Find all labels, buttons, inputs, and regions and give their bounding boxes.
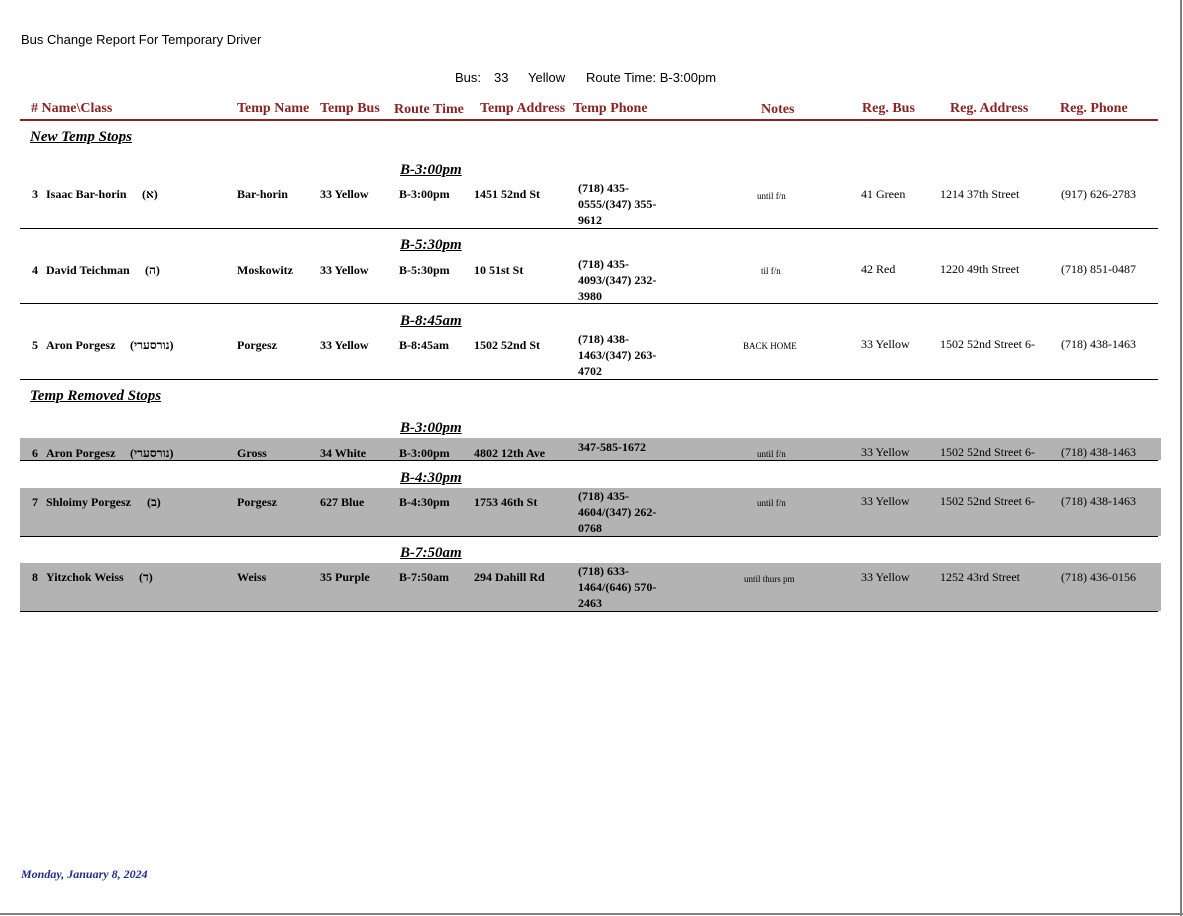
column-header-temp-bus: Temp Bus — [320, 101, 380, 116]
temp-address: 294 Dahill Rd — [474, 570, 545, 584]
temp-name: Weiss — [237, 570, 267, 584]
column-header-route-time: Route Time — [394, 102, 464, 117]
bus-number: 33 — [494, 70, 509, 85]
temp-address: 1451 52nd St — [474, 187, 541, 201]
row-divider — [20, 228, 1158, 229]
temp-phone: (718) 633- 1464/(646) 570- 2463 — [578, 564, 657, 610]
temp-bus: 35 Purple — [320, 570, 370, 584]
row-divider — [20, 611, 1158, 612]
reg-phone: (718) 438-1463 — [1061, 337, 1136, 351]
notes: til f/n — [761, 266, 781, 276]
row-number: 8 — [32, 570, 38, 584]
column-header-temp-name: Temp Name — [237, 101, 310, 116]
column-header-temp-address: Temp Address — [480, 101, 566, 116]
reg-phone: (718) 438-1463 — [1061, 445, 1136, 459]
reg-address: 1214 37th Street — [940, 187, 1020, 201]
temp-phone: (718) 435- 0555/(347) 355- 9612 — [578, 181, 657, 227]
reg-address: 1502 52nd Street 6- — [940, 445, 1035, 459]
row-divider — [20, 460, 1158, 461]
temp-name: Gross — [237, 446, 267, 460]
student-name: Shloimy Porgesz — [46, 495, 131, 509]
reg-phone: (718) 851-0487 — [1061, 262, 1136, 276]
temp-name: Porgesz — [237, 338, 277, 352]
temp-name: Porgesz — [237, 495, 277, 509]
student-name: Aron Porgesz — [46, 338, 116, 352]
row-number: 7 — [32, 495, 38, 509]
report-title: Bus Change Report For Temporary Driver — [21, 32, 262, 47]
temp-phone: 347-585-1672 — [578, 440, 646, 454]
reg-bus: 33 Yellow — [861, 570, 910, 584]
column-header-reg-phone: Reg. Phone — [1060, 101, 1128, 116]
reg-bus: 33 Yellow — [861, 445, 910, 459]
student-class: (ד) — [139, 570, 153, 584]
student-name: Aron Porgesz — [46, 446, 116, 460]
temp-bus: 34 White — [320, 446, 367, 460]
route-time: B-3:00pm — [399, 187, 450, 201]
section-title-new-temp-stops: New Temp Stops — [30, 129, 132, 145]
column-header-reg-address: Reg. Address — [950, 101, 1029, 116]
reg-bus: 33 Yellow — [861, 494, 910, 508]
reg-bus: 33 Yellow — [861, 337, 910, 351]
route-group-heading: B-5:30pm — [400, 237, 462, 253]
student-name: Yitzchok Weiss — [46, 570, 124, 584]
student-class: (נורסערי) — [130, 338, 174, 352]
student-name: David Teichman — [46, 263, 130, 277]
row-divider — [20, 303, 1158, 304]
row-number: 5 — [32, 338, 38, 352]
route-group-heading: B-3:00pm — [400, 162, 462, 178]
student-class: (נורסערי) — [130, 446, 174, 460]
student-class: (א) — [142, 187, 158, 201]
notes: until thurs pm — [744, 574, 795, 584]
header-rule — [20, 119, 1158, 121]
reg-bus: 42 Red — [861, 262, 896, 276]
student-class: (ה) — [145, 263, 160, 277]
temp-bus: 33 Yellow — [320, 187, 369, 201]
route-time: B-8:45am — [399, 338, 449, 352]
row-number: 6 — [32, 446, 38, 460]
temp-bus: 33 Yellow — [320, 263, 369, 277]
temp-address: 10 51st St — [474, 263, 524, 277]
route-time: B-4:30pm — [399, 495, 450, 509]
section-title-temp-removed-stops: Temp Removed Stops — [30, 388, 162, 404]
temp-phone: (718) 438- 1463/(347) 263- 4702 — [578, 332, 657, 378]
temp-phone: (718) 435- 4093/(347) 232- 3980 — [578, 257, 657, 303]
route-group-heading: B-4:30pm — [400, 470, 462, 486]
route-time: B-7:50am — [399, 570, 449, 584]
column-header-reg-bus: Reg. Bus — [862, 101, 915, 116]
temp-phone: (718) 435- 4604/(347) 262- 0768 — [578, 489, 657, 535]
notes: until f/n — [757, 449, 786, 459]
reg-address: 1502 52nd Street 6- — [940, 337, 1035, 351]
temp-bus: 33 Yellow — [320, 338, 369, 352]
student-name: Isaac Bar-horin — [46, 187, 127, 201]
bus-color: Yellow — [528, 70, 566, 85]
reg-address: 1220 49th Street — [940, 262, 1020, 276]
route-group-heading: B-8:45am — [400, 313, 462, 329]
route-group-heading: B-3:00pm — [400, 420, 462, 436]
notes: until f/n — [757, 498, 786, 508]
temp-address: 1502 52nd St — [474, 338, 541, 352]
temp-address: 1753 46th St — [474, 495, 538, 509]
temp-name: Bar-horin — [237, 187, 288, 201]
notes: BACK HOME — [743, 341, 797, 351]
footer-date: Monday, January 8, 2024 — [21, 867, 148, 881]
column-header-notes: Notes — [761, 102, 795, 117]
column-header-name-class: # Name\Class — [31, 101, 113, 116]
reg-address: 1252 43rd Street — [940, 570, 1020, 584]
column-header-temp-phone: Temp Phone — [573, 101, 648, 116]
row-divider — [20, 379, 1158, 380]
temp-bus: 627 Blue — [320, 495, 365, 509]
page-border-right — [1180, 0, 1182, 916]
row-number: 4 — [32, 263, 38, 277]
page-border-bottom — [0, 913, 1183, 915]
row-number: 3 — [32, 187, 38, 201]
bus-label: Bus: — [455, 70, 482, 85]
notes: until f/n — [757, 191, 786, 201]
route-time: B-3:00pm — [399, 446, 450, 460]
route-time-summary: Route Time: B-3:00pm — [586, 70, 717, 85]
reg-address: 1502 52nd Street 6- — [940, 494, 1035, 508]
reg-phone: (718) 438-1463 — [1061, 494, 1136, 508]
student-class: (ב) — [147, 495, 161, 509]
reg-bus: 41 Green — [861, 187, 906, 201]
route-time: B-5:30pm — [399, 263, 450, 277]
reg-phone: (718) 436-0156 — [1061, 570, 1136, 584]
temp-name: Moskowitz — [237, 263, 293, 277]
temp-address: 4802 12th Ave — [474, 446, 546, 460]
route-group-heading: B-7:50am — [400, 545, 462, 561]
row-divider — [20, 536, 1158, 537]
reg-phone: (917) 626-2783 — [1061, 187, 1136, 201]
